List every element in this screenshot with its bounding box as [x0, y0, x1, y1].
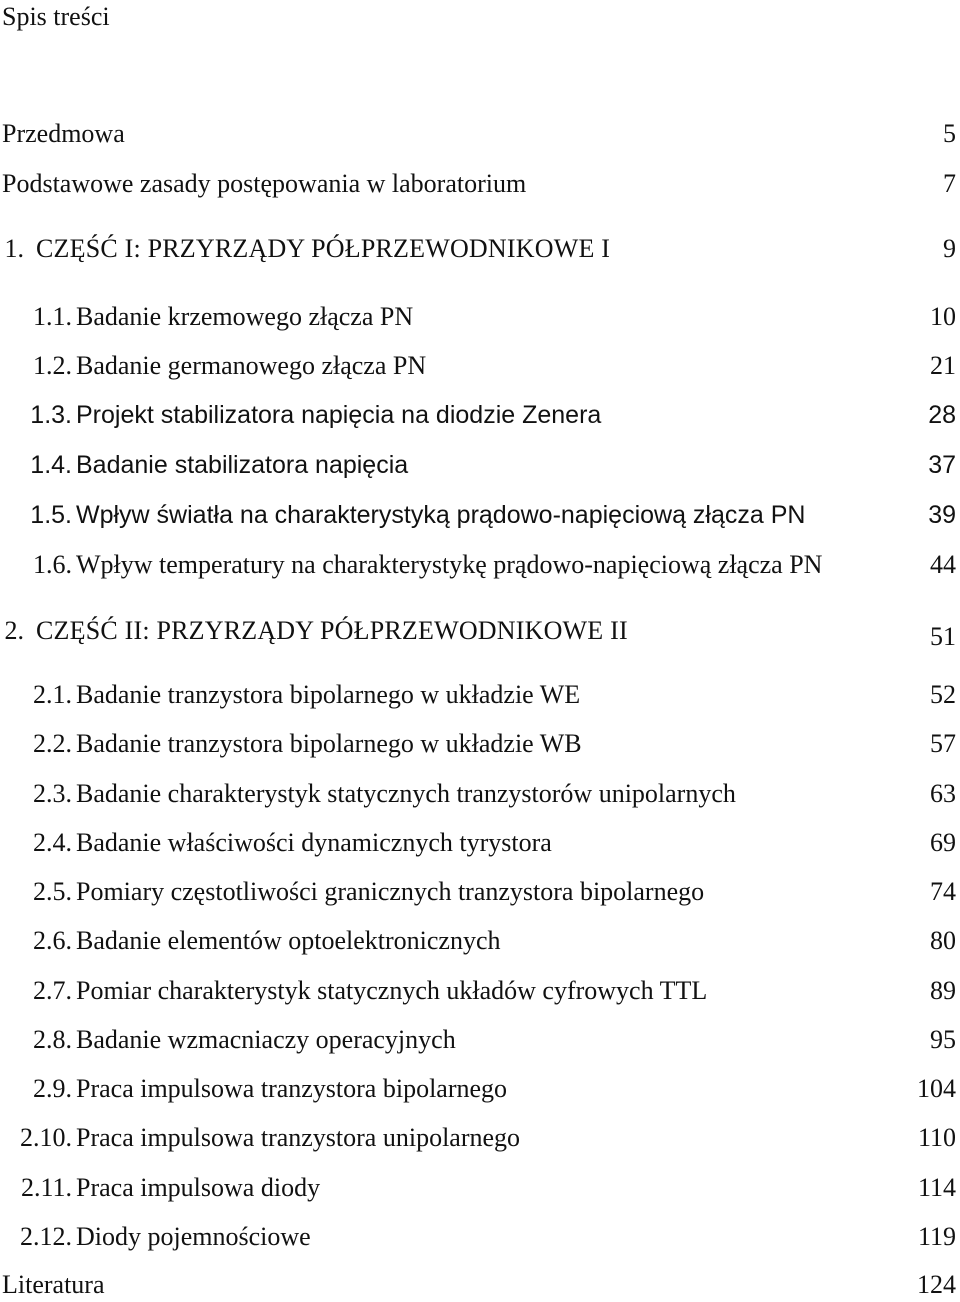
toc-entry-page: 28 — [928, 401, 956, 429]
toc-entry-2-1[interactable] — [0, 678, 956, 712]
toc-entry-label: Badanie stabilizatora napięcia — [76, 451, 409, 479]
toc-entry-page: 39 — [928, 501, 956, 529]
toc-entry-label: Literatura — [2, 1270, 105, 1299]
toc-entry-label: Badanie tranzystora bipolarnego w układzie WB — [76, 729, 582, 758]
toc-entry-number: 2.2. — [33, 729, 72, 758]
toc-entry-number: 2.5. — [33, 877, 72, 906]
toc-entry-number: 2.4. — [33, 828, 72, 857]
toc-part-2[interactable] — [0, 614, 956, 651]
toc-entry-label: Wpływ światła na charakterystyką prądowo-napięciową złącza PN — [76, 501, 806, 529]
toc-entry-page: 37 — [928, 451, 956, 479]
toc-part-1[interactable] — [0, 232, 956, 266]
toc-entry-number: 2.3. — [33, 779, 72, 808]
toc-entry-2-8[interactable] — [0, 1023, 956, 1057]
toc-entry-page: 124 — [917, 1270, 956, 1299]
toc-entry-number: 2.10. — [20, 1123, 72, 1152]
toc-part-label: CZĘŚĆ II: PRZYRZĄDY PÓŁPRZEWODNIKOWE II — [36, 616, 628, 645]
toc-entry-number: 1.6. — [33, 550, 72, 579]
toc-entry-label: Badanie krzemowego złącza PN — [76, 302, 414, 331]
toc-entry-label: Badanie wzmacniaczy operacyjnych — [76, 1025, 456, 1054]
toc-entry-page: 104 — [917, 1074, 956, 1103]
toc-entry-page: 69 — [930, 828, 956, 857]
toc-entry-page: 80 — [930, 926, 956, 955]
toc-entry-page: 57 — [930, 729, 956, 758]
toc-entry-page: 44 — [930, 550, 956, 579]
toc-entry-label: Projekt stabilizatora napięcia na diodzie Zenera — [76, 401, 602, 429]
toc-entry-label: Praca impulsowa tranzystora bipolarnego — [76, 1074, 508, 1103]
toc-entry-number: 2.8. — [33, 1025, 72, 1054]
toc-entry-number: 2.1. — [33, 680, 72, 709]
toc-entry-label: Diody pojemnościowe — [76, 1222, 311, 1251]
toc-part-number: 2. — [4, 616, 24, 645]
page-title: Spis treści — [2, 2, 110, 31]
toc-entry-label: Badanie właściwości dynamicznych tyrystora — [76, 828, 552, 857]
toc-entry-label: Pomiary częstotliwości granicznych tranzystora bipolarnego — [76, 877, 705, 906]
toc-entry-label: Badanie tranzystora bipolarnego w układzie WE — [76, 680, 581, 709]
toc-entry-label: Badanie charakterystyk statycznych tranzystorów unipolarnych — [76, 779, 736, 808]
toc-entry-2-7[interactable] — [0, 974, 956, 1008]
toc-entry-1-5[interactable] — [0, 498, 956, 532]
toc-entry-2-12[interactable] — [0, 1220, 956, 1254]
toc-entry-2-9[interactable] — [0, 1072, 956, 1106]
toc-entry-1-2[interactable] — [0, 349, 956, 383]
toc-entry-number: 1.2. — [33, 351, 72, 380]
toc-entry-number: 1.1. — [33, 302, 72, 331]
toc-entry-2-3[interactable] — [0, 777, 956, 811]
toc-entry-label: Wpływ temperatury na charakterystykę prądowo-napięciową złącza PN — [76, 550, 823, 579]
toc-part-number: 1. — [4, 234, 24, 263]
toc-entry-label: Przedmowa — [2, 119, 125, 148]
toc-entry-number: 2.9. — [33, 1074, 72, 1103]
toc-entry-label: Badanie germanowego złącza PN — [76, 351, 427, 380]
toc-entry-page: 89 — [930, 976, 956, 1005]
toc-entry-label: Praca impulsowa diody — [76, 1173, 321, 1202]
toc-entry-number: 2.11. — [20, 1173, 72, 1202]
toc-entry-podstawowe-zasady[interactable] — [0, 167, 956, 201]
toc-entry-przedmowa[interactable] — [0, 117, 956, 151]
toc-entry-page: 5 — [943, 119, 956, 148]
toc-entry-page: 110 — [917, 1123, 956, 1152]
toc-entry-page: 52 — [930, 680, 956, 709]
toc-entry-1-4[interactable] — [0, 448, 956, 482]
toc-entry-number: 1.5. — [30, 501, 72, 529]
toc-entry-label: Pomiar charakterystyk statycznych układów cyfrowych TTL — [76, 976, 708, 1005]
toc-entry-number: 2.6. — [33, 926, 72, 955]
toc-entry-number: 2.7. — [33, 976, 72, 1005]
toc-entry-1-3[interactable] — [0, 398, 956, 432]
toc-entry-number: 2.12. — [20, 1222, 72, 1251]
toc-entry-page: 114 — [917, 1173, 956, 1202]
toc-entry-number: 1.4. — [30, 451, 72, 479]
toc-entry-page: 119 — [917, 1222, 956, 1251]
toc-entry-2-11[interactable] — [0, 1171, 956, 1205]
toc-entry-2-4[interactable] — [0, 826, 956, 860]
toc-entry-page: 21 — [930, 351, 956, 380]
toc-entry-page: 10 — [930, 302, 956, 331]
toc-entry-label: Praca impulsowa tranzystora unipolarnego — [76, 1123, 521, 1152]
toc-entry-page: 9 — [943, 234, 956, 263]
toc-part-label: CZĘŚĆ I: PRZYRZĄDY PÓŁPRZEWODNIKOWE I — [36, 234, 611, 263]
toc-entry-label: Podstawowe zasady postępowania w laboratorium — [2, 169, 527, 198]
toc-entry-literatura[interactable] — [0, 1268, 956, 1302]
toc-entry-1-6[interactable] — [0, 548, 956, 582]
toc-entry-2-10[interactable] — [0, 1121, 956, 1155]
toc-entry-2-2[interactable] — [0, 727, 956, 761]
toc-entry-1-1[interactable] — [0, 300, 956, 334]
toc-entry-2-6[interactable] — [0, 924, 956, 958]
toc-entry-number: 1.3. — [30, 401, 72, 429]
toc-entry-page: 51 — [930, 622, 956, 651]
toc-entry-page: 95 — [930, 1025, 956, 1054]
toc-entry-page: 63 — [930, 779, 956, 808]
toc-entry-page: 7 — [943, 169, 956, 198]
toc-entry-page: 74 — [930, 877, 956, 906]
toc-entry-label: Badanie elementów optoelektronicznych — [76, 926, 501, 955]
toc-entry-2-5[interactable] — [0, 875, 956, 909]
